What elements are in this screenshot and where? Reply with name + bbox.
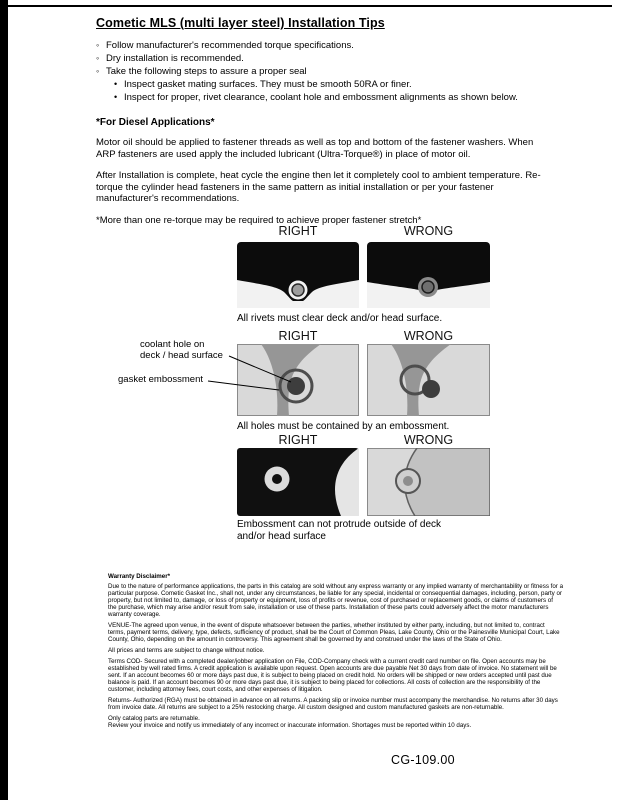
gasket-embossment-annotation: gasket embossment: [118, 374, 204, 385]
rivet: [292, 284, 304, 296]
row2-wrong-diagram: [367, 344, 490, 416]
disclaimer-paragraph: Review your invoice and notify us immediately of any incorrect or inaccurate information. Shortages must be reported within 10 days.: [108, 722, 472, 729]
diesel-applications-heading: *For Diesel Applications*: [96, 117, 215, 128]
page-title: Cometic MLS (multi layer steel) Installation Tips: [96, 16, 385, 30]
sub-bullet-marker: •: [114, 92, 118, 102]
tip-text: Take the following steps to assure a proper seal: [106, 66, 307, 77]
row1-wrong-diagram: [367, 242, 490, 308]
coolant-hole: [287, 377, 305, 395]
caption-line: and/or head surface: [237, 531, 326, 542]
row2-wrong-label: WRONG: [403, 329, 454, 343]
page-top-border: [8, 5, 612, 7]
row3-wrong-diagram: [367, 448, 490, 516]
tip-bullet: [96, 65, 566, 78]
bullet-marker: ◦: [96, 66, 100, 76]
tip-bullet: [96, 39, 566, 52]
bolt-hole: [403, 476, 413, 486]
row3-wrong-label: WRONG: [403, 433, 454, 447]
page-left-edge: [0, 0, 8, 800]
disclaimer-paragraph: Only catalog parts are returnable.: [108, 715, 200, 722]
row1-right-diagram: [237, 242, 359, 308]
row1-caption: All rivets must clear deck and/or head surface.: [237, 313, 443, 324]
warranty-disclaimer: [108, 573, 563, 733]
page-code: CG-109.00: [391, 753, 455, 767]
tip-text: Dry installation is recommended.: [106, 53, 244, 64]
tip-sub-bullet: [114, 78, 566, 91]
row3-caption: [237, 519, 441, 543]
tip-text: Inspect for proper, rivet clearance, coolant hole and embossment alignments as shown below.: [124, 92, 518, 103]
disclaimer-heading: Warranty Disclaimer*: [108, 573, 171, 580]
bullet-marker: ◦: [96, 53, 100, 63]
tip-text: Inspect gasket mating surfaces. They must be smooth 50RA or finer.: [124, 79, 412, 90]
row3-right-label: RIGHT: [278, 433, 318, 447]
disclaimer-paragraph: Terms COD- Secured with a completed dealer/jobber application on File, COD-Company check with a current credit card number on file. Open accounts may be established by well rated firms. A credit application is available upon request. Open accounts are due payable Net 30 days from date of invoice. No statement will be sent. If an account becomes 60 or more days past due, it is subject to being placed on credit hold. No orders will be shipped or new orders accepted until past due balance is paid. If an account becomes 90 or more days past due, it is subject to being placed for collections. All costs of collection are the responsibility of the customer, including attorney fees, court costs, and other expenses of litigation.: [108, 658, 557, 693]
bullet-marker: ◦: [96, 40, 100, 50]
disclaimer-paragraph: All prices and terms are subject to change without notice.: [108, 647, 265, 654]
rivet: [422, 281, 434, 293]
annotation-line: deck / head surface: [140, 350, 223, 361]
tip-text: Follow manufacturer's recommended torque specifications.: [106, 40, 354, 51]
row1-right-label: RIGHT: [278, 224, 318, 238]
annotation-line: coolant hole on: [140, 339, 205, 350]
installation-tips-section: [96, 16, 566, 226]
tip-bullet: [96, 52, 566, 65]
coolant-hole-annotation: [140, 339, 223, 361]
row1-wrong-label: WRONG: [403, 224, 454, 238]
diesel-paragraph: Motor oil should be applied to fastener threads as well as top and bottom of the fastener washers. When ARP fasteners are used apply the included lubricant (Ultra-Torque®) in place of motor oil.: [96, 137, 534, 160]
row2-right-diagram: [237, 344, 359, 416]
row3-right-diagram: [237, 448, 359, 516]
sub-bullet-marker: •: [114, 79, 118, 89]
tip-sub-bullet: [114, 91, 566, 104]
retorque-note: *More than one re-torque may be required to achieve proper fastener stretch*: [96, 214, 422, 226]
row2-right-label: RIGHT: [278, 329, 318, 343]
diesel-paragraph: After Installation is complete, heat cycle the engine then let it completely cool to ambient temperature. Re-torque the cylinder head fasteners in the same pattern as initial installation or per your fastener manufacturer's recommendations.: [96, 170, 541, 204]
disclaimer-paragraph: Returns- Authorized (RGA) must be obtained in advance on all returns. A packing slip or invoice number must accompany the merchandise. No returns after 30 days from invoice date. All returns are subject to a 25% restocking charge. All custom designed and custom manufactured gaskets are non-returnable.: [108, 697, 558, 711]
bolt-hole: [272, 474, 282, 484]
caption-line: Embossment can not protrude outside of deck: [237, 519, 442, 530]
disclaimer-paragraph: VENUE-The agreed upon venue, in the event of dispute whatsoever between the parties, whether instituted by either party, including, but not limited to, contract terms, payment terms, delivery, type, defects, sufficiency of product, shall be the Court of Common Pleas, Lake County, Ohio or the Painesville Municipal Court, Lake County, Ohio, depending on the amount in controversy. This agreement shall be governed by and construed under the laws of the State of Ohio.: [108, 622, 560, 643]
disclaimer-paragraph: Due to the nature of performance applications, the parts in this catalog are sold without any express warranty or any implied warranty of merchantability or fitness for a particular purpose. Cometic Gasket Inc., shall not, under any circumstances, be liable for any special, incidental or consequential damages, including, person, party or property, but not limited to, damage, or loss of property or equipment, loss of profits or revenue, cost of purchased or replacement goods, or claims of customers of the purchase, which may arise and/or result from sale, installation or use of these parts. Installation of these parts could adversely affect the motor manufacturers warranty coverage.: [108, 583, 564, 618]
row2-caption: All holes must be contained by an embossment.: [237, 421, 450, 432]
coolant-hole: [422, 380, 440, 398]
